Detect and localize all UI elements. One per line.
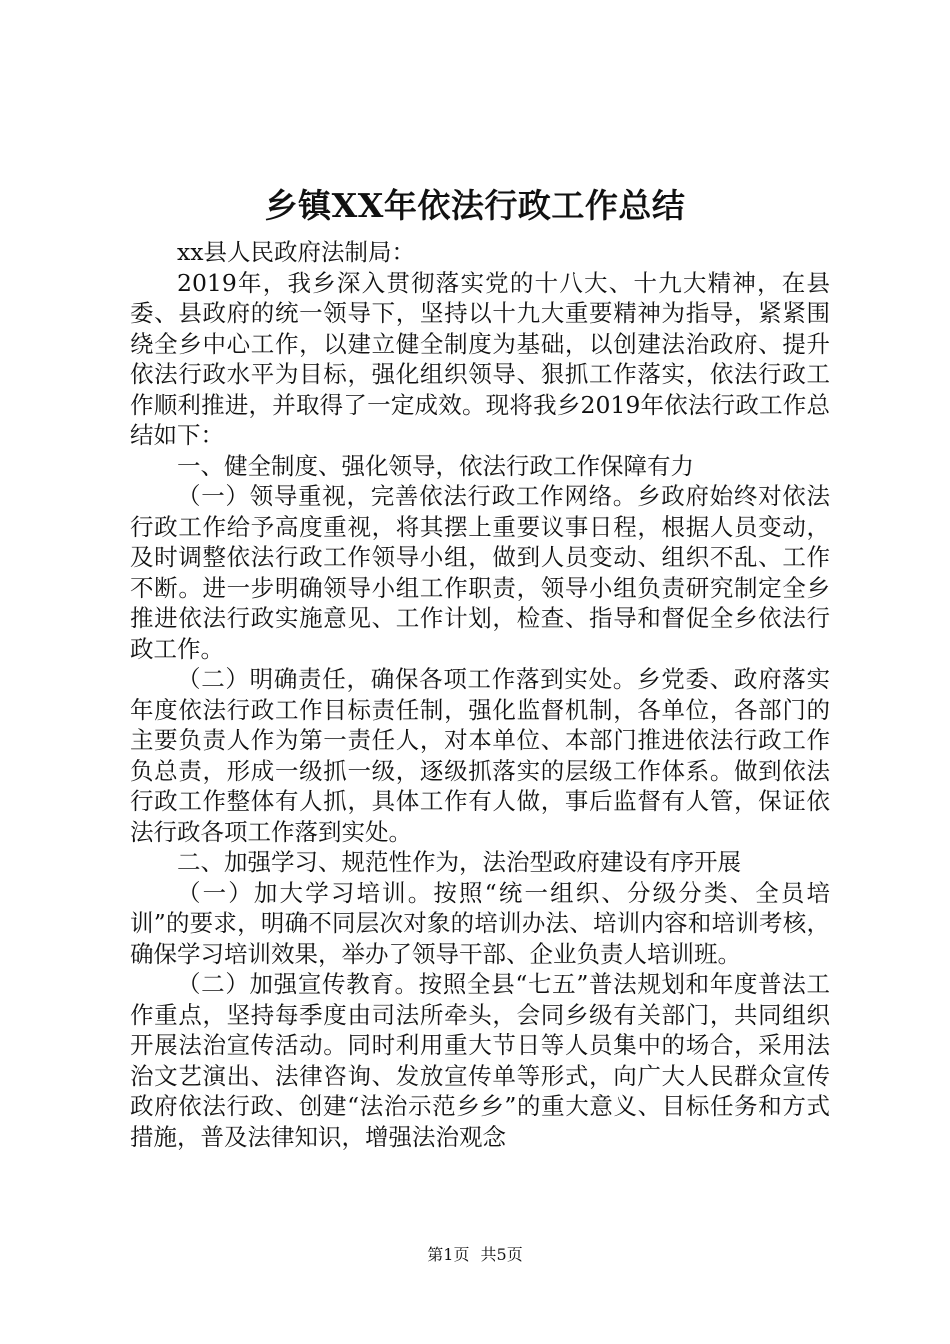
body-paragraph: 2019年，我乡深入贯彻落实党的十八大、十九大精神，在县委、县政府的统一领导下，坚持以十九大重要精神为指导，紧紧围绕全乡中心工作，以建立健全制度为基础，以创建法治政府、提升依法行政水平为目标，强化组织领导、狠抓工作落实，依法行政工作顺利推进，并取得了一定成效。现将我乡2019年依法行政工作总结如下： — [130, 268, 830, 449]
document-body — [130, 237, 830, 1152]
section-heading: 二、加强学习、规范性作为，法治型政府建设有序开展 — [177, 848, 741, 876]
body-paragraph: （一）领导重视，完善依法行政工作网络。乡政府始终对依法行政工作给予高度重视，将其摆上重要议事日程，根据人员变动，及时调整依法行政工作领导小组，做到人员变动、组织不乱、工作不断。进一步明确领导小组工作职责，领导小组负责研究制定全乡推进依法行政实施意见、工作计划，检查、指导和督促全乡依法行政工作。 — [130, 482, 830, 663]
body-paragraph: （二）加强宣传教育。按照全县“七五”普法规划和年度普法工作重点，坚持每季度由司法所牵头，会同乡级有关部门，共同组织开展法治宣传活动。同时利用重大节日等人员集中的场合，采用法治文艺演出、法律咨询、发放宣传单等形式，向广大人民群众宣传政府依法行政、创建“法治示范乡乡”的重大意义、目标任务和方式措施，普及法律知识，增强法治观念 — [130, 970, 830, 1151]
page-total: 共5页 — [480, 1245, 523, 1264]
section-heading: 一、健全制度、强化领导，依法行政工作保障有力 — [177, 451, 694, 480]
salutation: xx县人民政府法制局： — [177, 238, 416, 266]
page-footer — [0, 1245, 950, 1265]
document-title: 乡镇XX年依法行政工作总结 — [264, 186, 686, 225]
body-paragraph: （二）明确责任，确保各项工作落到实处。乡党委、政府落实年度依法行政工作目标责任制，强化监督机制，各单位，各部门的主要负责人作为第一责任人，对本单位、本部门推进依法行政工作负总责，形成一级抓一级，逐级抓落实的层级工作体系。做到依法行政工作整体有人抓，具体工作有人做，事后监督有人管，保证依法行政各项工作落到实处。 — [130, 665, 830, 846]
page-number: 第1页 — [427, 1245, 470, 1264]
body-paragraph: （一）加大学习培训。按照“统一组织、分级分类、全员培训”的要求，明确不同层次对象的培训办法、培训内容和培训考核，确保学习培训效果，举办了领导干部、企业负责人培训班。 — [130, 878, 830, 968]
